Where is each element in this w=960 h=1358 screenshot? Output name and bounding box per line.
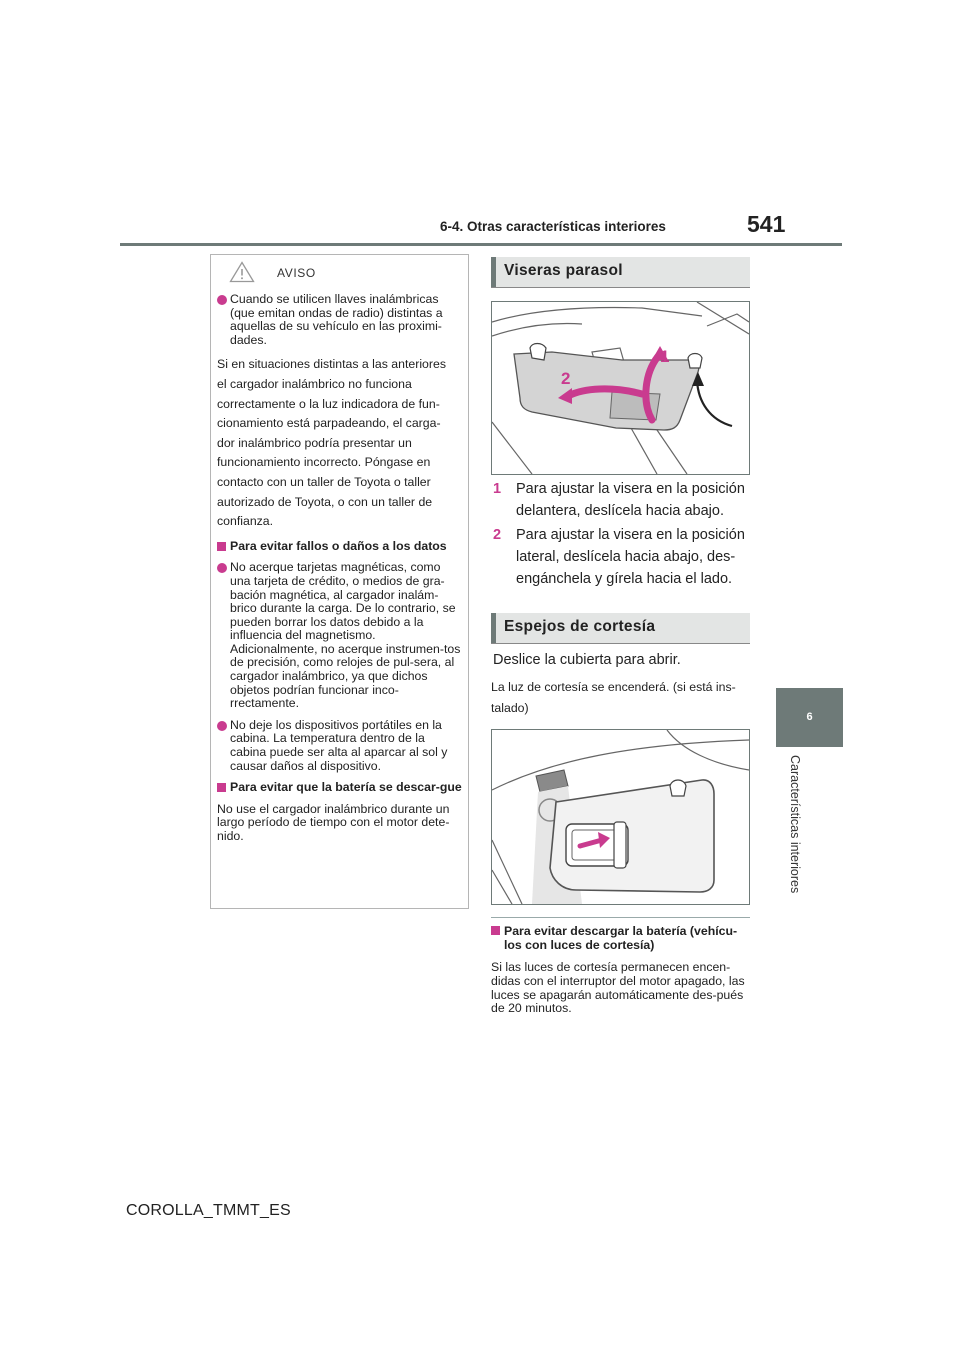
paragraph-line: correctamente o la luz indicadora de fun- <box>217 396 440 411</box>
warning-box <box>210 254 469 909</box>
warning-subheading-text: Para evitar fallos o daños a los datos <box>230 538 447 553</box>
warning-body <box>217 293 464 844</box>
section-bar-edge <box>491 257 496 287</box>
warning-bullet-text: No deje los dispositivos portátiles en la cabina. La temperatura dentro de la cabina puede ser alta al aparcar al sol y causar daños al dispositivo. <box>230 717 448 773</box>
warning-bullet-text: No acerque tarjetas magnéticas, como una tarjeta de crédito, o medios de gra-bación magnética, al cargador inalám-brico durante la carga. De lo contrario, se pueden borrar los datos debido a la influencia del magnetismo. Adicionalmente, no acerque instrumen-tos de precisión, como relojes de pul-sera, al cargador inalámbrico, ya que dichos objetos podrían funcionar inco-rrectamente. <box>230 560 461 711</box>
step-number: 2 <box>493 527 502 543</box>
vanity-note-line: talado) <box>491 701 529 715</box>
warning-subheading-text: Para evitar que la batería se descar-gue <box>230 780 462 795</box>
warning-paragraph <box>217 355 464 531</box>
section-title-sun-visors <box>491 257 750 288</box>
step-line: Para ajustar la visera en la posición <box>516 481 745 497</box>
square-bullet-icon <box>217 542 226 551</box>
paragraph-line: funcionamiento incorrecto. Póngase en <box>217 455 431 470</box>
bullet-dot-icon <box>217 295 227 305</box>
warning-bullet <box>217 561 464 711</box>
figure-label-2: 2 <box>561 369 571 388</box>
section-bar-edge <box>491 613 496 643</box>
paragraph-line: cionamiento está parpadeando, el carga- <box>217 416 441 431</box>
step-item <box>493 478 753 522</box>
step-line: delantera, deslícela hacia abajo. <box>516 503 724 519</box>
warning-bullet <box>217 293 464 347</box>
sun-visor-illustration <box>491 301 750 475</box>
warning-subheading <box>217 540 464 554</box>
warning-bullet-text: Cuando se utilicen llaves inalámbricas (que emitan ondas de radio) distintas a aquellas de su vehículo en las proximi-dades. <box>230 292 443 347</box>
page-number: 541 <box>747 211 786 237</box>
footer-model: COROLLA_TMMT_ES <box>126 1202 291 1219</box>
section-title-vanity-mirrors <box>491 613 750 644</box>
square-bullet-icon <box>491 926 500 935</box>
section-title-text: Espejos de cortesía <box>504 618 656 635</box>
vanity-mirror-illustration <box>491 729 750 905</box>
vanity-mirror-drawing <box>492 730 749 904</box>
paragraph-line: dor inalámbrico podría presentar un <box>217 435 412 450</box>
note-heading <box>491 924 753 952</box>
section-title-text: Viseras parasol <box>504 262 623 279</box>
paragraph-line: contacto con un taller de Toyota o taller <box>217 474 431 489</box>
step-number: 1 <box>493 481 502 497</box>
vanity-note <box>491 677 753 719</box>
paragraph-line: el cargador inalámbrico no funciona <box>217 376 412 391</box>
step-line: lateral, deslícela hacia abajo, des- <box>516 549 736 565</box>
step-line: Para ajustar la visera en la posición <box>516 527 745 543</box>
warning-title: AVISO <box>277 266 316 280</box>
chapter-tab: 6 <box>776 688 843 747</box>
note-divider <box>491 917 750 918</box>
step-item <box>493 524 753 590</box>
note-text: Si las luces de cortesía permanecen encen-didas con el interruptor del motor apagado, las luces se apagarán automáticamente des-pués de 20 minutos. <box>491 960 745 1016</box>
step-line: engánchela y gírela hacia el lado. <box>516 571 733 587</box>
note-heading-text: Para evitar descargar la batería (vehícu-los con luces de cortesía) <box>504 924 738 952</box>
warning-text: No use el cargador inalámbrico durante un largo período de tiempo con el motor dete-nido. <box>217 801 450 843</box>
vanity-instruction: Deslice la cubierta para abrir. <box>493 652 681 668</box>
warning-header <box>211 255 468 287</box>
vanity-note-line: La luz de cortesía se encenderá. (si está ins- <box>491 680 736 694</box>
figure-label-1: 1 <box>660 347 670 366</box>
chapter-label <box>776 755 814 894</box>
warning-bullet <box>217 719 464 773</box>
warning-triangle-icon <box>229 261 255 283</box>
bullet-dot-icon <box>217 563 227 573</box>
sun-visor-drawing <box>492 302 749 474</box>
warning-subheading <box>217 781 464 795</box>
bullet-dot-icon <box>217 721 227 731</box>
paragraph-line: Si en situaciones distintas a las anteriores <box>217 357 446 372</box>
chapter-label-text: Características interiores <box>788 755 802 894</box>
square-bullet-icon <box>217 783 226 792</box>
paragraph-line: autorizado de Toyota, o con un taller de <box>217 494 433 509</box>
paragraph-line: confianza. <box>217 514 274 529</box>
header-rule <box>120 243 842 246</box>
section-header: 6-4. Otras características interiores <box>440 219 666 234</box>
